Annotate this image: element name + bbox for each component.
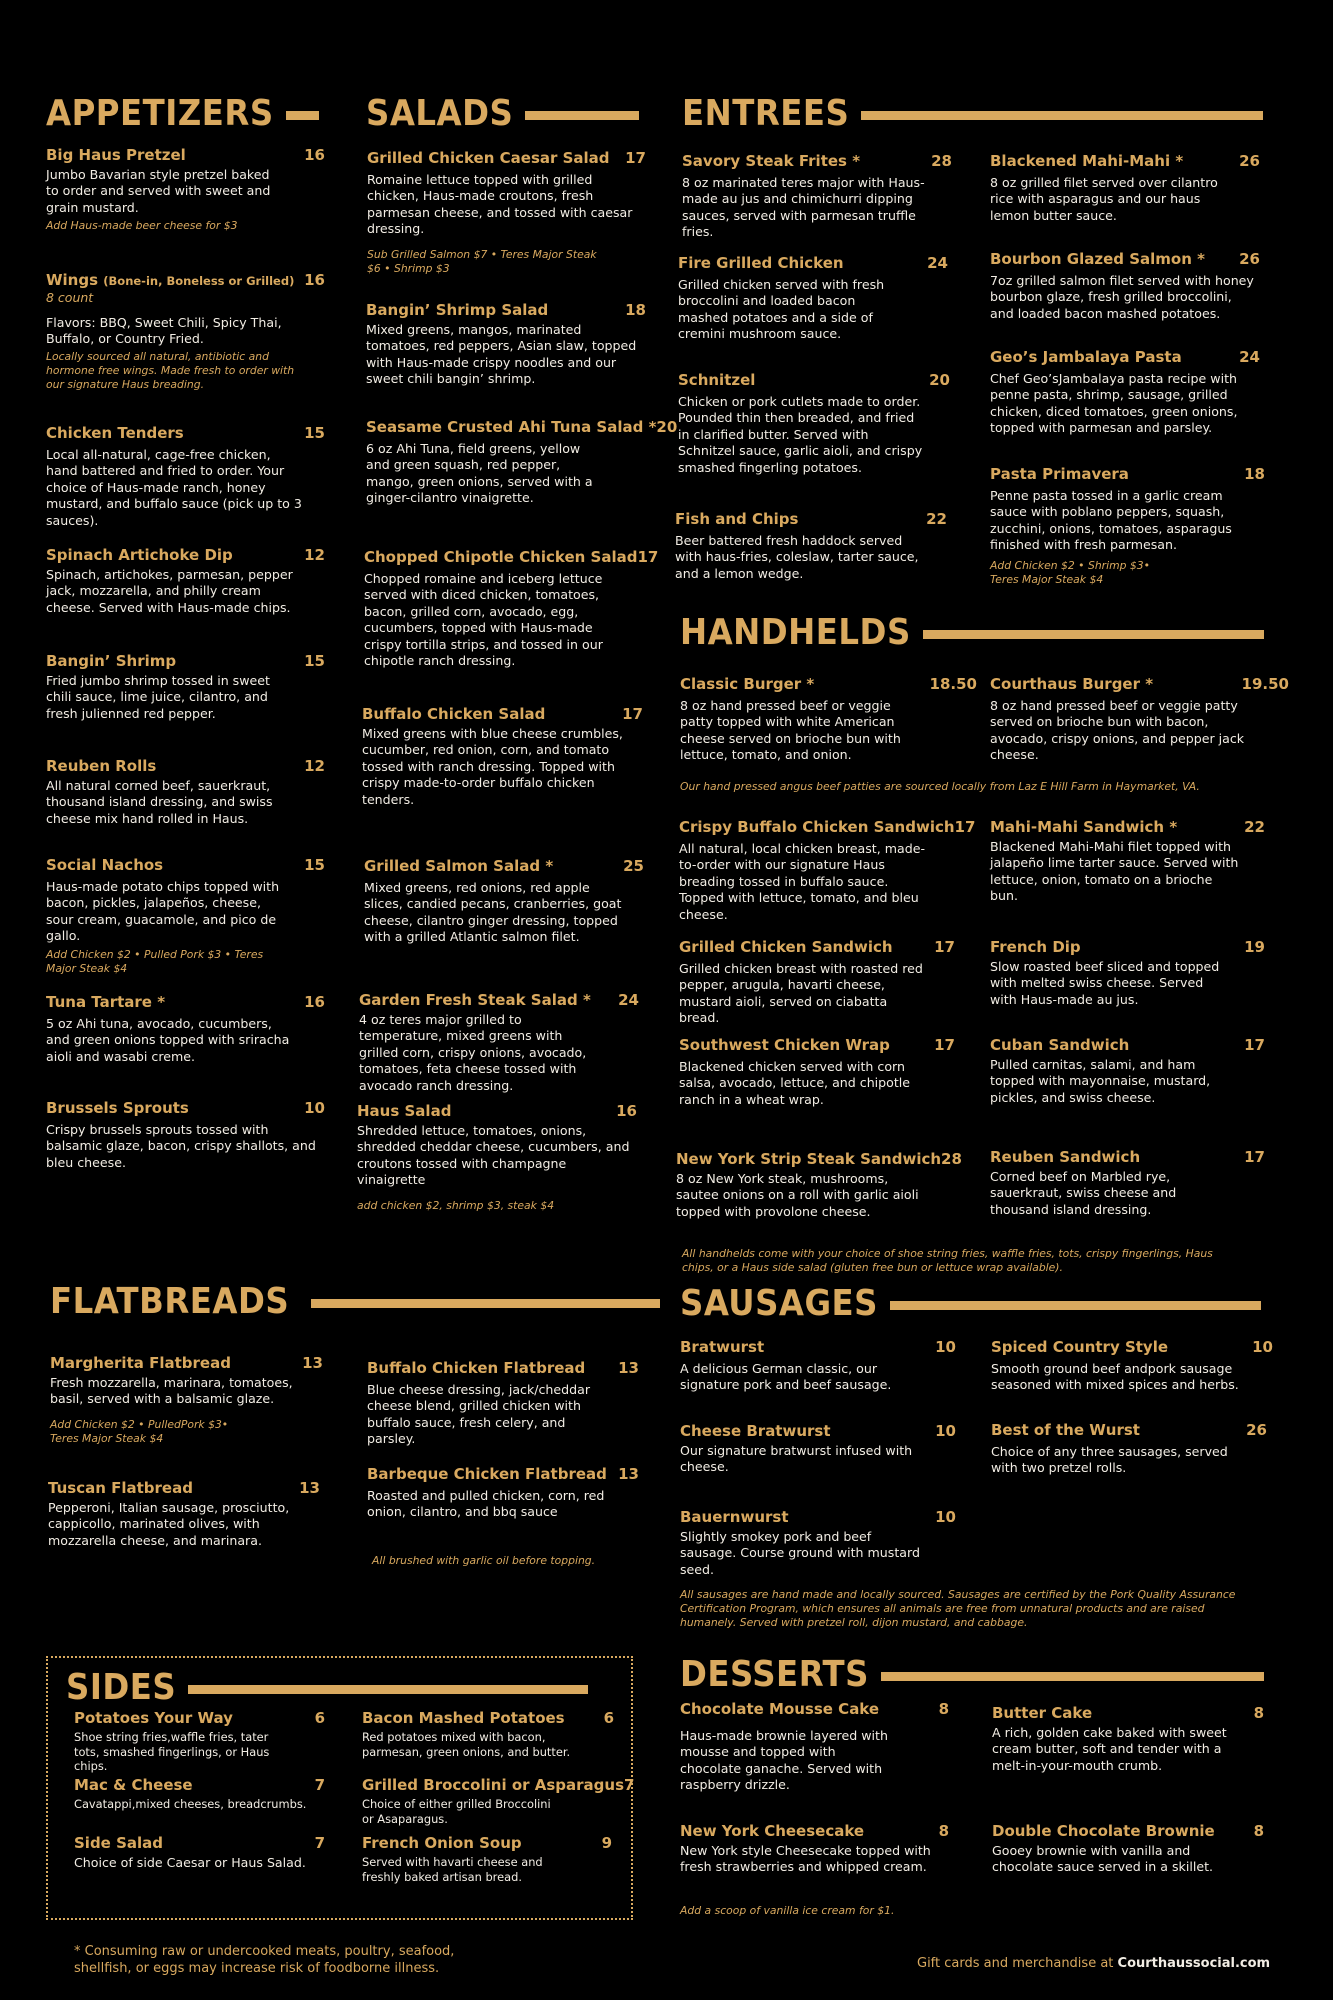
item-description: A delicious German classic, our signature pork and beef sausage. <box>680 1361 892 1393</box>
item-description: Served with havarti cheese and freshly baked artisan bread. <box>362 1855 543 1884</box>
item-name: Reuben Sandwich <box>990 1148 1141 1166</box>
menu-item <box>990 818 1265 905</box>
gift-card-line <box>917 1955 1277 1972</box>
sides-header <box>66 1667 588 1708</box>
menu-item <box>680 675 977 764</box>
entrees-header <box>682 93 1263 134</box>
item-price: 26 <box>1239 152 1260 170</box>
item-note: Add Haus-made beer cheese for $3 <box>46 219 238 233</box>
item-price: 18 <box>1244 465 1265 483</box>
item-price: 13 <box>299 1479 320 1497</box>
section-title-salads: SALADS <box>366 93 514 134</box>
item-name: Mac & Cheese <box>74 1776 193 1794</box>
menu-item <box>46 652 325 722</box>
menu-item <box>46 757 325 827</box>
item-description: Mixed greens with blue cheese crumbles, cucumber, red onion, corn, and tomato tossed with ranch dressing. Topped with crispy made-to-order buffalo chicken tenders. <box>362 726 623 807</box>
item-name: New York Cheesecake <box>680 1822 865 1840</box>
item-description: Blue cheese dressing, jack/cheddar cheese blend, grilled chicken with buffalo sauce, fresh celery, and parsley. <box>367 1382 591 1447</box>
item-price: 17 <box>637 548 659 566</box>
item-price: 7 <box>624 1776 635 1794</box>
menu-item <box>676 1150 962 1220</box>
item-price: 8 <box>938 1822 949 1840</box>
item-name: Spiced Country Style <box>991 1338 1169 1356</box>
item-name-text: Wings <box>46 271 99 289</box>
item-price: 17 <box>622 705 643 723</box>
menu-item <box>678 371 950 476</box>
item-name: Social Nachos <box>46 856 164 874</box>
item-name: French Onion Soup <box>362 1834 522 1852</box>
menu-item <box>74 1834 325 1871</box>
item-price: 17 <box>934 938 955 956</box>
item-name: Big Haus Pretzel <box>46 146 186 164</box>
menu-item <box>48 1479 320 1549</box>
item-price: 16 <box>304 146 325 164</box>
patty-note: Our hand pressed angus beef patties are sourced locally from Laz E Hill Farm in Haymarket, VA. <box>680 780 1200 793</box>
item-price: 24 <box>618 991 639 1009</box>
item-description: 8 oz hand pressed beef or veggie patty topped with white American cheese served on brioche bun with lettuce, tomato, and onion. <box>680 698 901 763</box>
item-name: Cuban Sandwich <box>990 1036 1130 1054</box>
item-name: Pasta Primavera <box>990 465 1129 483</box>
item-name: Southwest Chicken Wrap <box>679 1036 890 1054</box>
foodborne-disclaimer: * Consuming raw or undercooked meats, poultry, seafood, shellfish, or eggs may increase risk of foodborne illness. <box>74 1944 455 1976</box>
item-name: Mahi-Mahi Sandwich * <box>990 818 1178 836</box>
title-bar <box>923 630 1264 639</box>
item-description: Gooey brownie with vanilla and chocolate sauce served in a skillet. <box>992 1843 1214 1875</box>
item-description: Penne pasta tossed in a garlic cream sauce with poblano peppers, squash, zucchini, onions, tomatoes, asparagus finished with fresh parmesan. <box>990 488 1232 553</box>
flatbreads-header <box>50 1281 660 1322</box>
menu-item <box>679 938 955 1027</box>
item-description: Blackened chicken served with corn salsa, avocado, lettuce, and chipotle ranch in a wheat wrap. <box>679 1059 911 1107</box>
item-name: Spinach Artichoke Dip <box>46 546 233 564</box>
item-price: 28 <box>931 152 952 170</box>
item-name: Double Chocolate Brownie <box>992 1822 1215 1840</box>
item-name: Bangin’ Shrimp Salad <box>366 301 549 319</box>
item-price: 16 <box>304 993 325 1011</box>
item-description: Grilled chicken breast with roasted red pepper, arugula, havarti cheese, mustard aioli, served on ciabatta bread. <box>679 961 923 1026</box>
item-name: Crispy Buffalo Chicken Sandwich <box>679 818 955 836</box>
item-price: 6 <box>314 1709 325 1727</box>
item-description: Pulled carnitas, salami, and ham topped with mayonnaise, mustard, pickles, and swiss cheese. <box>990 1057 1211 1105</box>
section-title-desserts: DESSERTS <box>680 1654 869 1695</box>
menu-item <box>362 705 643 808</box>
item-description: All natural corned beef, sauerkraut, thousand island dressing, and swiss cheese mix hand rolled in Haus. <box>46 778 273 826</box>
item-price: 8 <box>938 1700 949 1718</box>
item-name-sub: (Bone-in, Boneless or Grilled) <box>103 274 295 288</box>
item-price: 17 <box>1244 1148 1265 1166</box>
menu-item <box>367 1359 639 1448</box>
menu-item <box>680 1508 956 1578</box>
item-price: 8 <box>1253 1704 1264 1722</box>
item-note: add chicken $2, shrimp $3, steak $4 <box>357 1198 555 1212</box>
item-name: Reuben Rolls <box>46 757 157 775</box>
menu-item <box>990 675 1289 764</box>
menu-item <box>366 418 678 507</box>
item-price: 19.50 <box>1241 675 1289 693</box>
item-price: 20 <box>929 371 950 389</box>
item-price: 18 <box>625 301 646 319</box>
item-name: Side Salad <box>74 1834 164 1852</box>
section-title-sausages: SAUSAGES <box>680 1283 879 1324</box>
item-name: Classic Burger * <box>680 675 815 693</box>
item-price: 26 <box>1239 250 1260 268</box>
item-name: Butter Cake <box>992 1704 1093 1722</box>
item-price: 8 <box>1253 1822 1264 1840</box>
menu-item <box>990 1036 1265 1106</box>
menu-item <box>362 1776 635 1826</box>
menu-item <box>990 938 1265 1008</box>
item-price: 18.50 <box>929 675 977 693</box>
menu-item <box>680 1700 949 1794</box>
item-name: Buffalo Chicken Salad <box>362 705 546 723</box>
item-name: French Dip <box>990 938 1081 956</box>
menu-item <box>675 510 947 582</box>
title-bar <box>861 111 1263 120</box>
item-description: Chef Geo’sJambalaya pasta recipe with penne pasta, shrimp, sausage, grilled chicken, diced tomatoes, green onions, topped with parmesan and parsley. <box>990 371 1238 436</box>
item-name: Grilled Chicken Caesar Salad <box>367 149 610 167</box>
item-price: 16 <box>304 271 325 289</box>
item-description: Flavors: BBQ, Sweet Chili, Spicy Thai, Buffalo, or Country Fried. <box>46 315 282 347</box>
item-description: 8 oz New York steak, mushrooms, sautee onions on a roll with garlic aioli topped with provolone cheese. <box>676 1171 919 1219</box>
flatbreads-note: All brushed with garlic oil before topping. <box>372 1554 596 1567</box>
gift-card-link[interactable]: Courthaussocial.com <box>1117 1956 1271 1971</box>
item-name: Fire Grilled Chicken <box>678 254 844 272</box>
item-name: Margherita Flatbread <box>50 1354 231 1372</box>
item-price: 13 <box>618 1359 639 1377</box>
item-name: Bratwurst <box>680 1338 765 1356</box>
item-price: 20 <box>656 418 678 436</box>
item-description: A rich, golden cake baked with sweet cream butter, soft and tender with a melt-in-your-mouth crumb. <box>992 1725 1227 1773</box>
menu-item <box>992 1822 1264 1876</box>
menu-item <box>46 993 325 1065</box>
item-note: Add Chicken $2 • PulledPork $3• Teres Major Steak $4 <box>50 1417 229 1445</box>
menu-item <box>46 1099 325 1171</box>
menu-item <box>46 856 325 976</box>
item-description: New York style Cheesecake topped with fresh strawberries and whipped cream. <box>680 1843 931 1875</box>
item-name: Haus Salad <box>357 1102 452 1120</box>
item-name: Seasame Crusted Ahi Tuna Salad * <box>366 418 657 436</box>
item-price: 7 <box>314 1776 325 1794</box>
item-description: 4 oz teres major grilled to temperature, mixed greens with grilled corn, crispy onions, avocado, tomatoes, feta cheese tossed with avocado ranch dressing. <box>359 1012 587 1093</box>
title-bar <box>890 1301 1261 1310</box>
menu-item <box>990 348 1260 437</box>
menu-item <box>359 991 639 1094</box>
item-price: 13 <box>618 1465 639 1483</box>
handhelds-header <box>680 612 1264 653</box>
item-price: 25 <box>623 857 644 875</box>
item-description: Romaine lettuce topped with grilled chicken, Haus-made croutons, fresh parmesan cheese, and tossed with caesar dressing. <box>367 172 633 237</box>
menu-item <box>74 1776 325 1812</box>
item-description: 5 oz Ahi tuna, avocado, cucumbers, and green onions topped with sriracha aioli and wasabi creme. <box>46 1016 290 1064</box>
item-price: 10 <box>1252 1338 1273 1356</box>
item-price: 26 <box>1246 1421 1267 1439</box>
item-description: Local all-natural, cage-free chicken, hand battered and fried to order. Your choice of Haus-made ranch, honey mustard, and buffalo sauce (pick up to 3 sauces). <box>46 447 302 528</box>
item-description: Crispy brussels sprouts tossed with balsamic glaze, bacon, crispy shallots, and bleu cheese. <box>46 1122 316 1170</box>
title-bar <box>525 111 639 120</box>
handhelds-sides-note: All handhelds come with your choice of shoe string fries, waffle fries, tots, crispy fingerlings, Haus chips, or a Haus side salad (gluten free bun or lettuce wrap available). <box>682 1247 1213 1274</box>
item-name: Best of the Wurst <box>991 1421 1140 1439</box>
menu-item <box>679 1036 955 1108</box>
item-price: 12 <box>304 546 325 564</box>
item-price: 22 <box>926 510 947 528</box>
menu-item <box>990 250 1260 322</box>
menu-item <box>74 1709 325 1774</box>
menu-item <box>366 301 646 388</box>
item-description: Roasted and pulled chicken, corn, red onion, cilantro, and bbq sauce <box>367 1488 605 1520</box>
item-description: 7oz grilled salmon filet served with honey bourbon glaze, fresh grilled broccolini, and loaded bacon mashed potatoes. <box>990 273 1254 321</box>
sausages-note: All sausages are hand made and locally sourced. Sausages are certified by the Pork Quality Assurance Certification Program, which ensures all animals are free from unnatural products and are raised humanely. Served with pretzel roll, dijon mustard, and cabbage. <box>680 1588 1236 1629</box>
item-description: Cavatappi,mixed cheeses, breadcrumbs. <box>74 1797 307 1811</box>
item-price: 24 <box>1239 348 1260 366</box>
title-bar <box>881 1672 1264 1681</box>
item-description: Jumbo Bavarian style pretzel baked to order and served with sweet and grain mustard. <box>46 167 271 215</box>
item-description: Pepperoni, Italian sausage, prosciutto, cappicollo, marinated olives, with mozzarella cheese, and marinara. <box>48 1500 290 1548</box>
menu-item <box>680 1422 956 1476</box>
item-name: Brussels Sprouts <box>46 1099 189 1117</box>
item-name: Grilled Broccolini or Asparagus <box>362 1776 625 1794</box>
item-description: Beer battered fresh haddock served with haus-fries, coleslaw, tarter sauce, and a lemon wedge. <box>675 533 919 581</box>
salads-header <box>366 93 639 134</box>
item-price: 17 <box>934 1036 955 1054</box>
menu-item <box>46 424 325 529</box>
section-title-sides: SIDES <box>66 1667 177 1708</box>
item-name: Fish and Chips <box>675 510 799 528</box>
item-name: Bourbon Glazed Salmon * <box>990 250 1205 268</box>
item-price: 9 <box>601 1834 612 1852</box>
item-description: Choice of side Caesar or Haus Salad. <box>74 1855 306 1870</box>
item-name: Chocolate Mousse Cake <box>680 1700 880 1718</box>
menu-item <box>990 152 1260 224</box>
item-count: 8 count <box>46 290 94 305</box>
menu-item <box>678 254 948 343</box>
item-price: 15 <box>304 424 325 442</box>
item-price: 12 <box>304 757 325 775</box>
item-price: 17 <box>954 818 976 836</box>
menu-item <box>362 1834 612 1884</box>
item-note: Locally sourced all natural, antibiotic and hormone free wings. Made fresh to order with our signature Haus breading. <box>46 349 295 391</box>
item-price: 13 <box>302 1354 323 1372</box>
item-description: Choice of any three sausages, served with two pretzel rolls. <box>991 1444 1228 1476</box>
menu-item <box>679 818 976 923</box>
item-description: Mixed greens, mangos, marinated tomatoes, red peppers, Asian slaw, topped with Haus-made crispy noodles and our sweet chili bangin’ shrimp. <box>366 322 637 387</box>
item-description: Chopped romaine and iceberg lettuce served with diced chicken, tomatoes, bacon, grilled corn, avocado, egg, cucumbers, topped with Haus-made crispy tortilla strips, and tossed in our chipotle ranch dressing. <box>364 571 603 669</box>
desserts-header <box>680 1654 1264 1695</box>
item-name: Blackened Mahi-Mahi * <box>990 152 1184 170</box>
item-description: Red potatoes mixed with bacon, parmesan, green onions, and butter. <box>362 1730 571 1759</box>
item-name: New York Strip Steak Sandwich <box>676 1150 942 1168</box>
item-price: 24 <box>927 254 948 272</box>
item-description: 8 oz grilled filet served over cilantro rice with asparagus and our haus lemon butter sauce. <box>990 175 1218 223</box>
item-description: 8 oz hand pressed beef or veggie patty served on brioche bun with bacon, avocado, crispy onions, and pepper jack cheese. <box>990 698 1245 763</box>
item-name: Schnitzel <box>678 371 756 389</box>
section-title-entrees: ENTREES <box>682 93 850 134</box>
item-description: Slightly smokey pork and beef sausage. Course ground with mustard seed. <box>680 1529 920 1577</box>
menu-item <box>990 1148 1265 1218</box>
item-name: Savory Steak Frites * <box>682 152 861 170</box>
item-description: Spinach, artichokes, parmesan, pepper jack, mozzarella, and philly cream cheese. Served with Haus-made chips. <box>46 567 293 615</box>
item-note: Add Chicken $2 • Pulled Pork $3 • Teres Major Steak $4 <box>46 947 264 975</box>
menu-item <box>50 1354 323 1446</box>
desserts-note: Add a scoop of vanilla ice cream for $1. <box>680 1904 895 1917</box>
item-description: Haus-made brownie layered with mousse and topped with chocolate ganache. Served with raspberry drizzle. <box>680 1728 888 1793</box>
item-name: Bauernwurst <box>680 1508 789 1526</box>
item-description: 6 oz Ahi Tuna, field greens, yellow and green squash, red pepper, mango, green onions, served with a ginger-cilantro vinaigrette. <box>366 441 593 506</box>
item-name: Geo’s Jambalaya Pasta <box>990 348 1182 366</box>
item-name: Barbeque Chicken Flatbread <box>367 1465 607 1483</box>
item-price: 22 <box>1244 818 1265 836</box>
menu-item <box>991 1421 1267 1477</box>
item-name: Cheese Bratwurst <box>680 1422 831 1440</box>
item-description: Chicken or pork cutlets made to order. Pounded thin then breaded, and fried in clarified butter. Served with Schnitzel sauce, garlic aioli, and crispy smashed fingerling potatoes. <box>678 394 923 475</box>
menu-item <box>680 1338 956 1394</box>
item-name: Tuscan Flatbread <box>48 1479 193 1497</box>
item-description: Haus-made potato chips topped with bacon, pickles, jalapeños, cheese, sour cream, guacamole, and pico de gallo. <box>46 879 280 944</box>
menu-item <box>46 146 325 233</box>
item-price: 10 <box>304 1099 325 1117</box>
item-name: Chicken Tenders <box>46 424 184 442</box>
title-bar <box>311 1299 660 1308</box>
menu-item <box>364 857 644 946</box>
item-price: 15 <box>304 652 325 670</box>
item-description: Smooth ground beef andpork sausage seasoned with mixed spices and herbs. <box>991 1361 1239 1393</box>
menu-item <box>367 149 646 276</box>
item-name: Tuna Tartare * <box>46 993 166 1011</box>
item-name: Grilled Salmon Salad * <box>364 857 554 875</box>
item-name: Courthaus Burger * <box>990 675 1154 693</box>
item-price: 10 <box>935 1422 956 1440</box>
item-price: 16 <box>616 1102 637 1120</box>
sausages-header <box>680 1283 1261 1324</box>
item-name: Grilled Chicken Sandwich <box>679 938 893 956</box>
item-name: Potatoes Your Way <box>74 1709 233 1727</box>
section-title-flatbreads: FLATBREADS <box>50 1281 290 1322</box>
menu-item <box>364 548 659 669</box>
item-price: 6 <box>603 1709 614 1727</box>
item-name: Chopped Chipotle Chicken Salad <box>364 548 638 566</box>
menu-item <box>991 1338 1273 1394</box>
item-description: Blackened Mahi-Mahi filet topped with jalapeño lime tarter sauce. Served with lettuce, onion, tomato on a brioche bun. <box>990 839 1239 904</box>
item-price: 10 <box>935 1508 956 1526</box>
item-description: Corned beef on Marbled rye, sauerkraut, swiss cheese and thousand island dressing. <box>990 1169 1177 1217</box>
item-description: Slow roasted beef sliced and topped with melted swiss cheese. Served with Haus-made au jus. <box>990 959 1220 1007</box>
title-bar <box>286 111 319 120</box>
item-description: Shredded lettuce, tomatoes, onions, shredded cheddar cheese, cucumbers, and croutons tossed with champagne vinaigrette <box>357 1123 630 1188</box>
item-price: 28 <box>941 1150 962 1168</box>
item-price: 10 <box>935 1338 956 1356</box>
item-description: Shoe string fries,waffle fries, tater tots, smashed fingerlings, or Haus chips. <box>74 1730 270 1774</box>
item-description: Mixed greens, red onions, red apple slices, candied pecans, cranberries, goat cheese, cilantro ginger dressing, topped with a grilled Atlantic salmon filet. <box>364 880 622 945</box>
item-name <box>46 271 294 289</box>
item-price: 17 <box>1244 1036 1265 1054</box>
menu-item <box>362 1709 614 1759</box>
appetizers-header <box>46 93 319 134</box>
menu-item <box>357 1102 637 1213</box>
item-description: Choice of either grilled Broccolini or Asaparagus. <box>362 1797 551 1826</box>
item-name: Garden Fresh Steak Salad * <box>359 991 591 1009</box>
menu-item <box>990 465 1265 587</box>
item-description: Our signature bratwurst infused with cheese. <box>680 1443 913 1475</box>
item-name: Bangin’ Shrimp <box>46 652 177 670</box>
item-description: Fresh mozzarella, marinara, tomatoes, basil, served with a balsamic glaze. <box>50 1375 293 1407</box>
menu-item <box>992 1704 1264 1774</box>
item-name: Buffalo Chicken Flatbread <box>367 1359 586 1377</box>
item-description: All natural, local chicken breast, made-to-order with our signature Haus breading tossed in buffalo sauce. Topped with lettuce, tomato, and bleu cheese. <box>679 841 926 922</box>
item-price: 7 <box>314 1834 325 1852</box>
menu-item <box>680 1822 949 1876</box>
menu-item <box>367 1465 639 1521</box>
section-title-appetizers: APPETIZERS <box>46 93 274 134</box>
menu-item <box>46 271 325 392</box>
item-description: Grilled chicken served with fresh broccolini and loaded bacon mashed potatoes and a side of cremini mushroom sauce. <box>678 277 885 342</box>
section-title-handhelds: HANDHELDS <box>680 612 911 653</box>
item-price: 17 <box>625 149 646 167</box>
item-price: 15 <box>304 856 325 874</box>
title-bar <box>188 1685 588 1694</box>
gift-card-prefix: Gift cards and merchandise at <box>917 1956 1118 1971</box>
menu-item <box>46 546 325 616</box>
item-description: Fried jumbo shrimp tossed in sweet chili sauce, lime juice, cilantro, and fresh julienned red pepper. <box>46 673 270 721</box>
menu-item <box>682 152 952 241</box>
item-description: 8 oz marinated teres major with Haus-made au jus and chimichurri dipping sauces, served with parmesan truffle fries. <box>682 175 925 240</box>
item-name: Bacon Mashed Potatoes <box>362 1709 565 1727</box>
item-price: 19 <box>1244 938 1265 956</box>
item-note: Add Chicken $2 • Shrimp $3• Teres Major Steak $4 <box>990 558 1151 586</box>
item-note: Sub Grilled Salmon $7 • Teres Major Steak $6 • Shrimp $3 <box>367 247 597 275</box>
